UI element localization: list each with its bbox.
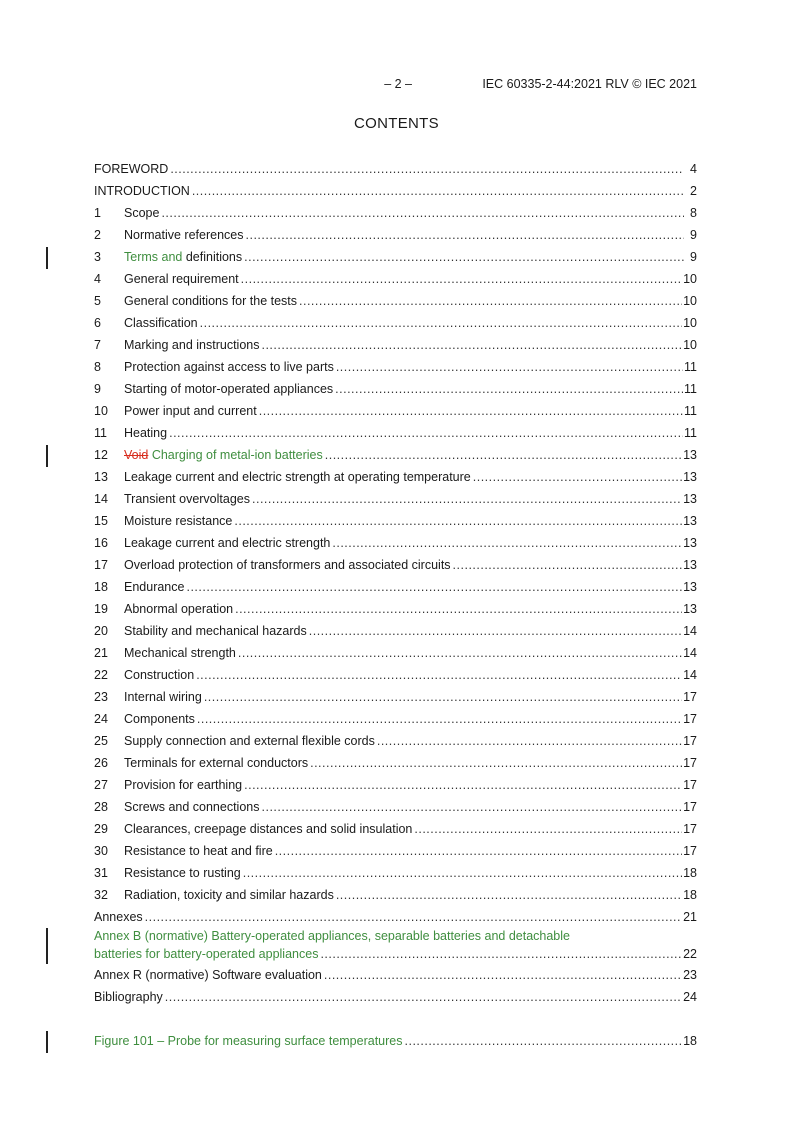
toc-entry-label xyxy=(124,664,196,686)
leader-dots xyxy=(186,576,682,598)
toc-entry-label xyxy=(124,862,243,884)
toc-entry-text: Construction xyxy=(124,668,195,682)
toc-entry-label xyxy=(124,642,238,664)
leader-dots xyxy=(453,554,683,576)
toc-entry-number: 4 xyxy=(94,272,101,286)
toc-entry[interactable] xyxy=(94,510,697,532)
toc-entry-text: Supply connection and external flexible cords xyxy=(124,734,375,748)
toc-entry-text: Abnormal operation xyxy=(124,602,234,616)
toc-entry-label xyxy=(124,598,235,620)
toc-entry-text: Leakage current and electric strength xyxy=(124,536,331,550)
toc-entry-number: 23 xyxy=(94,690,108,704)
toc-entry-page: 13 xyxy=(683,514,697,528)
toc-entry[interactable] xyxy=(94,356,697,378)
toc-entry[interactable] xyxy=(94,554,697,576)
toc-entry-text: Resistance to heat and fire xyxy=(124,844,273,858)
toc-entry-label xyxy=(124,334,261,356)
toc-entry[interactable] xyxy=(94,664,697,686)
running-header xyxy=(94,77,697,93)
toc-entry[interactable] xyxy=(94,884,697,906)
toc-entry-text: Classification xyxy=(124,316,198,330)
toc-entry-page: 10 xyxy=(683,272,697,286)
leader-dots xyxy=(241,268,682,290)
toc-entry-label xyxy=(124,884,336,906)
toc-entry-text: Transient overvoltages xyxy=(124,492,250,506)
toc-entry[interactable] xyxy=(94,818,697,840)
toc-entry-text: Screws and connections xyxy=(124,800,260,814)
toc-entry-text: Protection against access to live parts xyxy=(124,360,334,374)
toc-entry-label xyxy=(124,224,246,246)
toc-entry-label xyxy=(124,774,244,796)
leader-dots xyxy=(238,642,682,664)
toc-entry-number: 28 xyxy=(94,800,108,814)
toc-entry-page: 14 xyxy=(683,624,697,638)
leader-dots xyxy=(336,884,682,906)
toc-entry-page: 13 xyxy=(683,470,697,484)
toc-entry-label xyxy=(124,532,332,554)
toc-entry-page: 11 xyxy=(684,382,697,396)
toc-entry-text: Marking and instructions xyxy=(124,338,260,352)
toc-entry[interactable] xyxy=(94,598,697,620)
page-title: CONTENTS xyxy=(354,115,439,132)
leader-dots xyxy=(332,532,682,554)
toc-entry-number: 24 xyxy=(94,712,108,726)
toc-entry-text: Internal wiring xyxy=(124,690,202,704)
toc-entry-text: Mechanical strength xyxy=(124,646,236,660)
toc-entry-label xyxy=(124,422,169,444)
inserted-text: Terms and xyxy=(124,250,183,264)
leader-dots xyxy=(243,862,682,884)
toc-entry-page: 10 xyxy=(683,316,697,330)
toc-entry-label: Bibliography xyxy=(94,990,163,1004)
toc-entry[interactable] xyxy=(94,532,697,554)
toc-entry[interactable] xyxy=(94,840,697,862)
leader-dots xyxy=(165,986,682,1008)
leader-dots xyxy=(196,664,682,686)
toc-entry[interactable] xyxy=(94,774,697,796)
table-of-contents xyxy=(94,158,697,1052)
toc-entry-page: 13 xyxy=(683,492,697,506)
leader-dots xyxy=(252,488,682,510)
leader-dots xyxy=(161,202,684,224)
leader-dots xyxy=(197,708,682,730)
toc-entry-number: 21 xyxy=(94,646,108,660)
toc-entry-text: Stability and mechanical hazards xyxy=(124,624,307,638)
leader-dots xyxy=(200,312,682,334)
leader-dots xyxy=(145,906,682,928)
toc-entry-annex-b[interactable] xyxy=(94,928,697,964)
toc-entry-label xyxy=(124,444,325,466)
toc-entry[interactable] xyxy=(94,708,697,730)
toc-entry-text: Overload protection of transformers and associated circuits xyxy=(124,558,451,572)
toc-entry-label xyxy=(94,158,170,180)
toc-entry-page: 17 xyxy=(683,844,697,858)
toc-entry-label-continued: batteries for battery-operated appliances xyxy=(94,947,319,961)
leader-dots xyxy=(324,964,682,986)
toc-entry-number: 20 xyxy=(94,624,108,638)
toc-entry-text: Resistance to rusting xyxy=(124,866,241,880)
toc-entry-page: 13 xyxy=(683,602,697,616)
toc-entry[interactable] xyxy=(94,466,697,488)
inserted-text: Charging of metal-ion batteries xyxy=(151,448,323,462)
toc-entry-label: Annex B (normative) Battery-operated appliances, separable batteries and detachable xyxy=(94,929,570,943)
leader-dots xyxy=(261,334,682,356)
toc-entry-number: 6 xyxy=(94,316,101,330)
toc-entry-number: 8 xyxy=(94,360,101,374)
toc-entry-annex-r[interactable] xyxy=(94,964,697,986)
toc-entry-number: 22 xyxy=(94,668,108,682)
toc-entry-label: Figure 101 – Probe for measuring surface temperatures xyxy=(94,1034,403,1048)
toc-entry-text: INTRODUCTION xyxy=(94,184,190,198)
toc-entry-number: 15 xyxy=(94,514,108,528)
toc-entry-page: 18 xyxy=(683,1034,697,1048)
toc-entry-page: 17 xyxy=(683,778,697,792)
toc-entry-page: 13 xyxy=(683,558,697,572)
toc-entry[interactable] xyxy=(94,642,697,664)
leader-dots xyxy=(299,290,682,312)
toc-entry-page: 13 xyxy=(683,580,697,594)
toc-entry-page: 18 xyxy=(683,888,697,902)
leader-dots xyxy=(325,444,682,466)
toc-entry[interactable] xyxy=(94,752,697,774)
change-bar xyxy=(46,928,48,964)
page-number: – 2 – xyxy=(384,77,412,91)
toc-entry[interactable] xyxy=(94,224,697,246)
toc-entry-page: 22 xyxy=(683,947,697,961)
toc-entry-label xyxy=(124,686,204,708)
toc-entry-page: 14 xyxy=(683,668,697,682)
toc-entry-number: 12 xyxy=(94,448,108,462)
toc-entry-text: Leakage current and electric strength at operating temperature xyxy=(124,470,471,484)
toc-entry-number: 26 xyxy=(94,756,108,770)
leader-dots xyxy=(234,510,682,532)
toc-entry-label xyxy=(124,400,259,422)
toc-entry-label xyxy=(124,356,336,378)
toc-entry-text: Provision for earthing xyxy=(124,778,243,792)
toc-entry-page: 2 xyxy=(690,184,697,198)
leader-dots xyxy=(473,466,682,488)
toc-entry[interactable] xyxy=(94,268,697,290)
leader-dots xyxy=(309,620,682,642)
toc-entry[interactable] xyxy=(94,422,697,444)
toc-entry-number: 14 xyxy=(94,492,108,506)
toc-entry-page: 23 xyxy=(683,968,697,982)
toc-entry-label xyxy=(124,510,234,532)
toc-entry-page: 11 xyxy=(684,426,697,440)
document-id: IEC 60335-2-44:2021 RLV © IEC 2021 xyxy=(482,77,697,91)
toc-entry-bibliography[interactable] xyxy=(94,986,697,1008)
toc-entry-label xyxy=(124,312,200,334)
toc-entry[interactable] xyxy=(94,246,697,268)
toc-entry[interactable] xyxy=(94,686,697,708)
toc-entry-text: Normative references xyxy=(124,228,244,242)
toc-entry-page: 17 xyxy=(683,734,697,748)
toc-entry-number: 16 xyxy=(94,536,108,550)
toc-entry-number: 31 xyxy=(94,866,108,880)
toc-entry-number: 2 xyxy=(94,228,101,242)
leader-dots xyxy=(310,752,682,774)
toc-entry-page: 8 xyxy=(690,206,697,220)
toc-entry[interactable] xyxy=(94,400,697,422)
leader-dots xyxy=(320,945,682,963)
toc-entry-label xyxy=(124,246,244,268)
leader-dots xyxy=(244,774,682,796)
toc-entry-page: 17 xyxy=(683,712,697,726)
leader-dots xyxy=(170,158,684,180)
toc-entry-label xyxy=(124,466,473,488)
leader-dots xyxy=(335,378,683,400)
leader-dots xyxy=(414,818,682,840)
toc-entry[interactable] xyxy=(94,906,697,928)
toc-entry-number: 11 xyxy=(94,426,107,440)
leader-dots xyxy=(244,246,684,268)
toc-entry-label xyxy=(124,576,186,598)
toc-entry-page: 9 xyxy=(690,250,697,264)
toc-entry-page: 17 xyxy=(683,756,697,770)
toc-entry[interactable] xyxy=(94,180,697,202)
toc-entry-label xyxy=(124,840,275,862)
toc-entry-label xyxy=(124,290,299,312)
leader-dots xyxy=(192,180,684,202)
toc-entry-number: 25 xyxy=(94,734,108,748)
toc-entry[interactable] xyxy=(94,312,697,334)
toc-entry[interactable] xyxy=(94,576,697,598)
change-bar xyxy=(46,445,48,467)
toc-entry[interactable] xyxy=(94,488,697,510)
toc-entry[interactable] xyxy=(94,862,697,884)
toc-entry[interactable] xyxy=(94,202,697,224)
toc-entry-text: Radiation, toxicity and similar hazards xyxy=(124,888,334,902)
toc-entry-text: Moisture resistance xyxy=(124,514,233,528)
toc-entry-number: 9 xyxy=(94,382,101,396)
toc-entry-label xyxy=(124,730,377,752)
toc-entry-number: 5 xyxy=(94,294,101,308)
toc-entry-text: Endurance xyxy=(124,580,185,594)
leader-dots xyxy=(204,686,682,708)
leader-dots xyxy=(169,422,683,444)
toc-entry-page: 4 xyxy=(690,162,697,176)
leader-dots xyxy=(246,224,685,246)
toc-entry-text: Components xyxy=(124,712,195,726)
toc-entry-page: 17 xyxy=(683,690,697,704)
toc-entry-page: 14 xyxy=(683,646,697,660)
toc-entry-page: 9 xyxy=(690,228,697,242)
toc-entry-text: Starting of motor-operated appliances xyxy=(124,382,334,396)
toc-entry-page: 24 xyxy=(683,990,697,1004)
toc-entry-label xyxy=(94,906,145,928)
toc-entry-page: 10 xyxy=(683,294,697,308)
toc-entry-page: 11 xyxy=(684,360,697,374)
toc-entry-number: 10 xyxy=(94,404,108,418)
leader-dots xyxy=(336,356,683,378)
change-bar xyxy=(46,247,48,269)
toc-entry-text: General requirement xyxy=(124,272,239,286)
toc-entry-number: 3 xyxy=(94,250,101,264)
toc-entry-label xyxy=(124,268,241,290)
toc-entry-text: Power input and current xyxy=(124,404,257,418)
toc-entry-label xyxy=(124,620,309,642)
leader-dots xyxy=(377,730,682,752)
toc-entry-text: Clearances, creepage distances and solid insulation xyxy=(124,822,413,836)
toc-entry-label xyxy=(124,752,310,774)
deleted-text: Void xyxy=(124,448,149,462)
leader-dots xyxy=(275,840,682,862)
toc-entry-number: 18 xyxy=(94,580,108,594)
toc-entry-label xyxy=(94,180,192,202)
toc-entry-page: 21 xyxy=(683,910,697,924)
toc-entry-number: 32 xyxy=(94,888,108,902)
leader-dots xyxy=(405,1030,683,1052)
toc-entry-text: FOREWORD xyxy=(94,162,169,176)
toc-entry[interactable] xyxy=(94,334,697,356)
toc-entry-number: 13 xyxy=(94,470,108,484)
toc-entry[interactable] xyxy=(94,796,697,818)
toc-entry-label xyxy=(124,796,262,818)
toc-entry-text: Annexes xyxy=(94,910,143,924)
toc-entry-label xyxy=(124,488,252,510)
toc-entry-number: 19 xyxy=(94,602,108,616)
toc-entry-number: 17 xyxy=(94,558,108,572)
toc-entry-label xyxy=(124,818,414,840)
toc-entry-page: 11 xyxy=(684,404,697,418)
toc-entry[interactable] xyxy=(94,378,697,400)
toc-entry[interactable] xyxy=(94,444,697,466)
toc-entry[interactable] xyxy=(94,730,697,752)
toc-entry-text: Scope xyxy=(124,206,160,220)
toc-entry-number: 30 xyxy=(94,844,108,858)
toc-entry-number: 27 xyxy=(94,778,108,792)
toc-entry-label: Annex R (normative) Software evaluation xyxy=(94,968,322,982)
toc-entry[interactable] xyxy=(94,290,697,312)
toc-entry-label xyxy=(124,378,335,400)
toc-entry-text: Terminals for external conductors xyxy=(124,756,309,770)
leader-dots xyxy=(262,796,683,818)
leader-dots xyxy=(235,598,682,620)
toc-entry-number: 7 xyxy=(94,338,101,352)
toc-entry-number: 29 xyxy=(94,822,108,836)
toc-entry-page: 13 xyxy=(683,448,697,462)
toc-entry-page: 18 xyxy=(683,866,697,880)
toc-entry-figure-101[interactable] xyxy=(94,1030,697,1052)
toc-entry[interactable] xyxy=(94,158,697,180)
toc-entry-page: 10 xyxy=(683,338,697,352)
toc-entry-page: 17 xyxy=(683,800,697,814)
change-bar xyxy=(46,1031,48,1053)
toc-entry-label xyxy=(124,554,453,576)
toc-entry-number: 1 xyxy=(94,206,101,220)
leader-dots xyxy=(259,400,683,422)
toc-entry-text: Heating xyxy=(124,426,168,440)
toc-entry[interactable] xyxy=(94,620,697,642)
toc-entry-label xyxy=(124,708,197,730)
toc-entry-page: 17 xyxy=(683,822,697,836)
toc-entry-page: 13 xyxy=(683,536,697,550)
toc-entry-text: definitions xyxy=(185,250,243,264)
toc-entries xyxy=(94,158,697,928)
toc-entry-text: General conditions for the tests xyxy=(124,294,298,308)
toc-entry-label xyxy=(124,202,161,224)
